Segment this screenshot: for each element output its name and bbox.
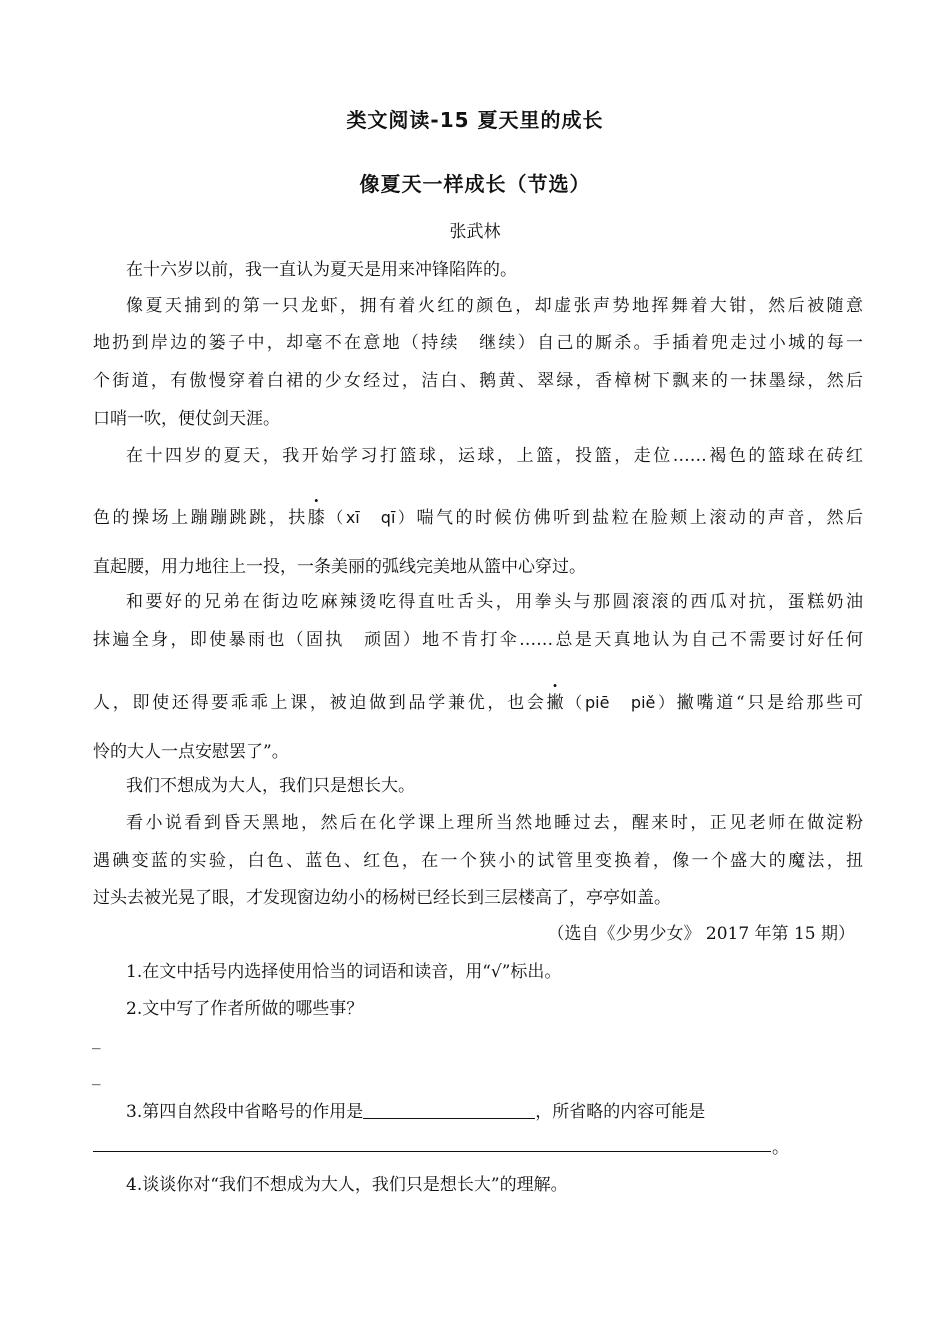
paragraph-2-line: 像夏天捕到的第一只龙虾，拥有着火红的颜色，却虚张声势地挥舞着大钳，然后被随意	[126, 296, 863, 316]
dotted-character: 膝	[307, 508, 325, 528]
answer-line-2[interactable]: _	[92, 1066, 101, 1086]
answer-line-1[interactable]: _	[92, 1030, 101, 1050]
paragraph-6-line: 遇碘变蓝的实验，白色、蓝色、红色，在一个狭小的试管里变换着，像一个盛大的魔法，扭	[93, 851, 863, 871]
article-title: 像夏天一样成长（节选）	[359, 172, 591, 196]
question-3-end-mark: 。	[772, 1138, 789, 1158]
paragraph-3-line	[93, 503, 863, 528]
question-4: 4.谈谈你对“我们不想成为大人，我们只是想长大”的理解。	[126, 1175, 568, 1195]
question-3	[126, 1097, 705, 1122]
question-2: 2.文中写了作者所做的哪些事？	[126, 999, 364, 1019]
paragraph-6-line: 过头去被光晃了眼，才发现窗边幼小的杨树已经长到三层楼高了，亭亭如盖。	[93, 888, 671, 908]
text-segment: 撇嘴道“只是给那些可	[676, 693, 863, 713]
paragraph-1: 在十六岁以前，我一直认为夏天是用来冲锋陷阵的。	[126, 260, 517, 280]
paragraph-4-line: 怜的大人一点安慰罢了”。	[93, 742, 289, 762]
page-title: 类文阅读-15 夏天里的成长	[346, 108, 604, 132]
paragraph-2-line: 地扔到岸边的篓子中，却毫不在意地（持续 继续）自己的厮杀。手插着兜走过小城的每一	[93, 333, 863, 353]
paragraph-3-line: 直起腰，用力地往上一投，一条美丽的弧线完美地从篮中心穿过。	[93, 557, 586, 577]
paragraph-3-line: 在十四岁的夏天，我开始学习打篮球，运球，上篮，投篮，走位……褐色的篮球在砖红	[126, 446, 863, 466]
paragraph-2-line: 个街道，有傲慢穿着白裙的少女经过，洁白、鹅黄、翠绿，香樟树下飘来的一抹墨绿，然后	[93, 371, 863, 391]
paragraph-2-line: 口哨一吹，便仗剑天涯。	[93, 409, 280, 429]
text-segment: 人，即使还得要乖乖上课，被迫做到品学兼优，也会	[93, 693, 547, 713]
question-3-text: 3.第四自然段中省略号的作用是	[126, 1102, 364, 1122]
article-author: 张武林	[449, 222, 501, 242]
article-source: （选自《少男少女》 2017 年第 15 期）	[547, 924, 855, 944]
paragraph-4-line: 和要好的兄弟在街边吃麻辣烫吃得直吐舌头，用拳头与那圆滚滚的西瓜对抗，蛋糕奶油	[126, 592, 863, 612]
paragraph-6-line: 看小说看到昏天黑地，然后在化学课上理所当然地睡过去，醒来时，正见老师在做淀粉	[126, 813, 863, 833]
answer-blank-1[interactable]	[363, 1100, 535, 1119]
question-1: 1.在文中括号内选择使用恰当的词语和读音，用“√”标出。	[126, 962, 562, 982]
text-segment: 喘气的时候仿佛听到盐粒在脸颊上滚动的声音，然后	[416, 508, 863, 528]
paragraph-4-line	[93, 688, 863, 713]
paragraph-4-line: 抹遍全身，即使暴雨也（固执 顽固）地不肯打伞……总是天真地认为自己不需要讨好任何	[93, 630, 863, 650]
pinyin-choice: （piē piě）	[563, 693, 677, 712]
answer-blank-2[interactable]	[93, 1151, 771, 1152]
pinyin-choice: （xī qī）	[324, 508, 417, 527]
paragraph-5: 我们不想成为大人，我们只是想长大。	[126, 776, 415, 796]
dotted-character: 撇	[546, 693, 564, 713]
text-segment: 色的操场上蹦蹦跳跳，扶	[93, 508, 308, 528]
question-3-text-continued: ，所省略的内容可能是	[535, 1102, 706, 1122]
